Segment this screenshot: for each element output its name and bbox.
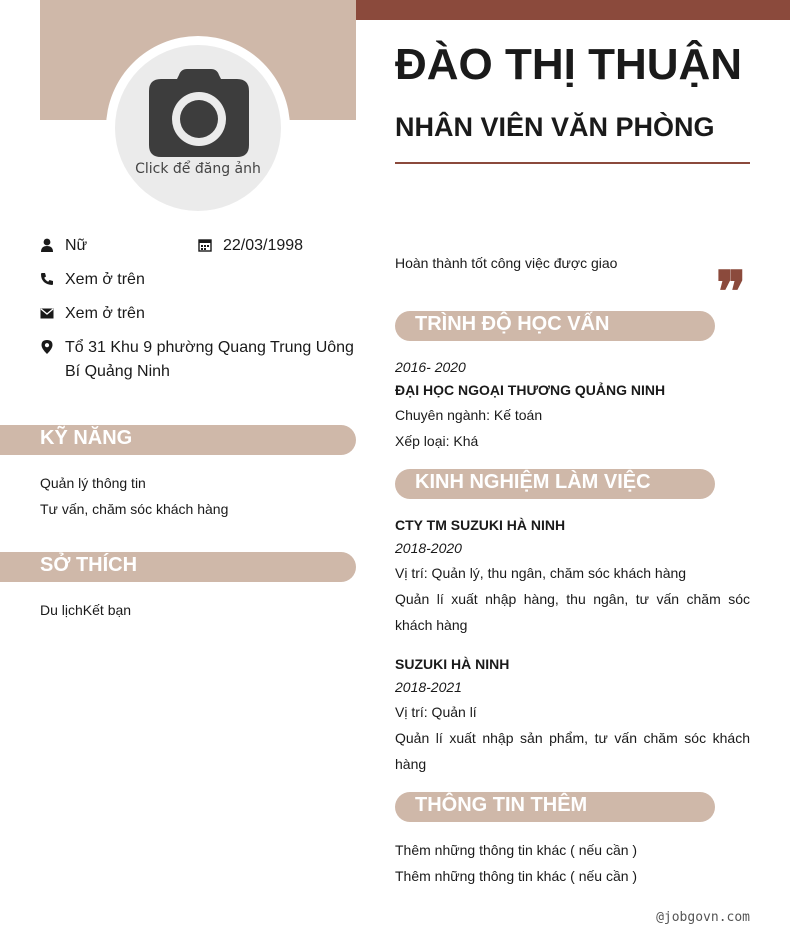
skill-item: Tư vấn, chăm sóc khách hàng (40, 501, 229, 517)
job-position: Vị trí: Quản lí (395, 704, 477, 720)
job-company: SUZUKI HÀ NINH (395, 656, 510, 672)
job-description: Quản lí xuất nhập hàng, thu ngân, tư vấn chăm sóc khách hàng (395, 591, 750, 633)
skills-heading (0, 425, 356, 455)
email-value: Xem ở trên (65, 305, 145, 322)
job-period: 2018-2020 (395, 540, 462, 556)
site-watermark: @jobgovn.com (656, 910, 750, 925)
top-accent-bar (356, 0, 790, 20)
objective-text: Hoàn thành tốt công việc được giao (395, 255, 618, 271)
avatar-upload[interactable] (115, 45, 281, 211)
job-company: CTY TM SUZUKI HÀ NINH (395, 517, 566, 533)
extra-info-heading-label: THÔNG TIN THÊM (415, 794, 588, 816)
hobbies-heading (0, 552, 356, 582)
birthday-value: 22/03/1998 (223, 237, 304, 254)
quote-mark-icon: ❞ (716, 259, 747, 325)
job-period: 2018-2021 (395, 679, 462, 695)
extra-info-item: Thêm những thông tin khác ( nếu cần ) (395, 842, 638, 858)
extra-info-item: Thêm những thông tin khác ( nếu cần ) (395, 868, 638, 884)
camera-icon (149, 69, 249, 157)
location-icon (40, 339, 54, 355)
address-line-2: Bí Quảng Ninh (65, 363, 170, 380)
person-icon (40, 238, 54, 252)
gender-value: Nữ (65, 237, 88, 254)
phone-icon (40, 272, 54, 286)
candidate-name: ĐÀO THỊ THUẬN (395, 40, 743, 89)
hobbies-heading-label: SỞ THÍCH (40, 554, 138, 576)
skill-item: Quản lý thông tin (40, 475, 146, 491)
education-rank: Xếp loại: Khá (395, 433, 479, 449)
phone-value: Xem ở trên (65, 271, 145, 288)
experience-heading-label: KINH NGHIỆM LÀM VIỆC (415, 471, 651, 493)
title-divider (395, 162, 750, 164)
job-title: NHÂN VIÊN VĂN PHÒNG (395, 112, 715, 142)
skills-heading-label: KỸ NĂNG (40, 427, 133, 449)
hobbies-text: Du lịchKết bạn (40, 602, 132, 618)
extra-info-heading (395, 792, 715, 822)
education-heading-label: TRÌNH ĐỘ HỌC VẤN (415, 313, 610, 335)
education-major: Chuyên ngành: Kế toán (395, 407, 543, 423)
job-description: Quản lí xuất nhập sản phẩm, tư vấn chăm sóc khách hàng (395, 730, 750, 772)
job-position: Vị trí: Quản lý, thu ngân, chăm sóc khách hàng (395, 565, 687, 581)
address-line-1: Tổ 31 Khu 9 phường Quang Trung Uông (65, 339, 354, 356)
photo-upload-label: Click để đăng ảnh (135, 161, 261, 177)
school-name: ĐẠI HỌC NGOẠI THƯƠNG QUẢNG NINH (395, 382, 666, 398)
education-heading (395, 311, 715, 341)
email-icon (40, 306, 54, 320)
calendar-icon (198, 238, 212, 252)
experience-heading (395, 469, 715, 499)
education-period: 2016- 2020 (395, 359, 466, 375)
